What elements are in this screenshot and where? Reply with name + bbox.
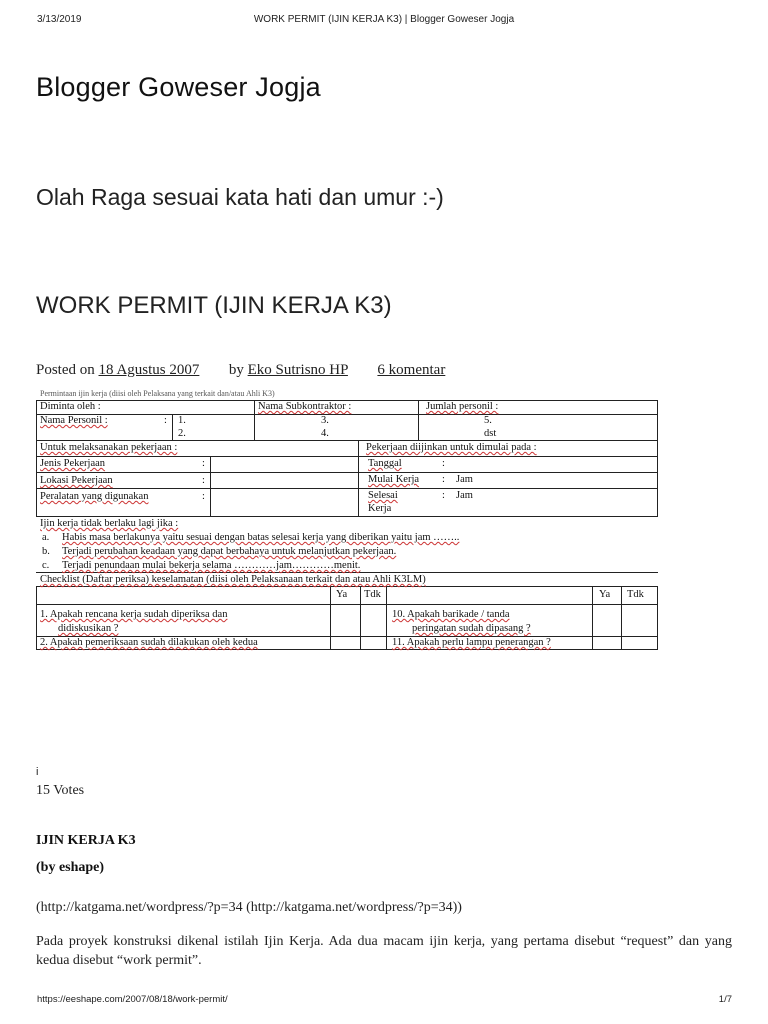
print-page-number: 1/7 (718, 994, 732, 1005)
form-item-10-cont: peringatan sudah dipasang ? (412, 623, 531, 634)
form-diminta-oleh: Diminta oleh : (40, 401, 101, 412)
form-cond-b: Terjadi perubahan keadaan yang dapat berbahaya untuk melanjutkan pekerjaan. (62, 546, 397, 557)
votes-count: 15 Votes (36, 783, 85, 798)
form-selesai: Selesai (368, 490, 398, 501)
form-num: 3. (321, 415, 329, 426)
site-title[interactable]: Blogger Goweser Jogja (36, 72, 321, 102)
form-num: 2. (178, 428, 186, 439)
form-tanggal: Tanggal (368, 458, 402, 469)
form-peralatan: Peralatan yang digunakan (40, 491, 149, 502)
form-item-1-cont: didiskusikan ? (58, 623, 119, 634)
form-tidak-berlaku: Ijin kerja tidak berlaku lagi jika : (40, 518, 179, 529)
form-mulai-kerja: Mulai Kerja (368, 474, 420, 485)
work-permit-form-image (36, 390, 658, 650)
print-header (0, 14, 768, 30)
form-colon: : (442, 474, 445, 485)
form-colon: : (442, 490, 445, 501)
form-num: 1. (178, 415, 186, 426)
comments-link[interactable]: 6 komentar (377, 362, 446, 378)
form-colon: : (202, 458, 205, 469)
print-url: https://eeshape.com/2007/08/18/work-permit/ (37, 994, 228, 1005)
form-checklist-title: Checklist (Daftar periksa) keselamatan (diisi oleh Pelaksanaan terkait dan atau Ahli K3LM) (40, 574, 426, 585)
form-colon: : (442, 458, 445, 469)
post-meta (36, 362, 445, 379)
form-num: 5. (484, 415, 492, 426)
form-item-2: 2. Apakah pemeriksaan sudah dilakukan oleh kedua (40, 637, 258, 648)
source-links[interactable]: (http://katgama.net/wordpress/?p=34 (http://katgama.net/wordpress/?p=34)) (36, 900, 462, 915)
form-jumlah-personil: Jumlah personil : (426, 401, 499, 412)
rating-info-icon[interactable]: i (36, 766, 39, 778)
author-link[interactable]: Eko Sutrisno HP (247, 362, 348, 378)
form-colon: : (164, 415, 167, 426)
form-colon: : (202, 475, 205, 486)
print-date: 3/13/2019 (37, 14, 82, 25)
site-tagline: Olah Raga sesuai kata hati dan umur :-) (36, 184, 444, 210)
form-lokasi-pekerjaan: Lokasi Pekerjaan (40, 475, 113, 486)
form-jam: Jam (456, 474, 473, 485)
post-title: WORK PERMIT (IJIN KERJA K3) (36, 292, 392, 319)
form-untuk-melaksanakan: Untuk melaksanakan pekerjaan : (40, 442, 178, 453)
form-colon: : (202, 491, 205, 502)
by-label: by (228, 362, 244, 378)
form-cond-label: c. (42, 560, 50, 571)
form-nama-subkontraktor: Nama Subkontraktor : (258, 401, 352, 412)
form-item-1: 1. Apakah rencana kerja sudah diperiksa dan (40, 609, 228, 620)
form-item-10: 10. Apakah barikade / tanda (392, 609, 510, 620)
form-jam: Jam (456, 490, 473, 501)
form-cond-a: Habis masa berlakunya yaitu sesuai dengan batas selesai kerja yang diberikan yaitu jam …….. (62, 532, 460, 543)
post-date-link[interactable]: 18 Agustus 2007 (98, 362, 200, 378)
posted-on-label: Posted on (36, 362, 95, 378)
form-nama-personil: Nama Personil : (40, 415, 108, 426)
form-ya-header: Ya (336, 589, 348, 600)
form-cond-c: Terjadi penundaan mulai bekerja selama …………jam…………menit. (62, 560, 361, 571)
content-paragraph: Pada proyek konstruksi dikenal istilah Ijin Kerja. Ada dua macam ijin kerja, yang pertama disebut “request” dan yang kedua disebut “work permit”. (36, 934, 732, 968)
content-byline: (by eshape) (36, 860, 105, 875)
form-cut-line: Permintaan ijin kerja (diisi oleh Pelaksana yang terkait dan/atau Ahli K3) (40, 389, 275, 398)
form-jenis-pekerjaan: Jenis Pekerjaan (40, 458, 106, 469)
print-page-title: WORK PERMIT (IJIN KERJA K3) | Blogger Goweser Jogja (253, 14, 515, 25)
print-footer (0, 994, 768, 1010)
form-pekerjaan-diijinkan: Pekerjaan diijinkan untuk dimulai pada : (366, 442, 537, 453)
form-cond-label: a. (42, 532, 50, 543)
form-ya-header: Ya (599, 589, 611, 600)
content-heading: IJIN KERJA K3 (36, 833, 136, 848)
form-num: dst (484, 428, 497, 439)
form-num: 4. (321, 428, 329, 439)
form-cond-label: b. (42, 546, 50, 557)
form-tdk-header: Tdk (364, 589, 381, 600)
form-item-11: 11. Apakah perlu lampu penerangan ? (392, 637, 551, 648)
form-kerja: Kerja (368, 503, 392, 514)
form-tdk-header: Tdk (627, 589, 644, 600)
